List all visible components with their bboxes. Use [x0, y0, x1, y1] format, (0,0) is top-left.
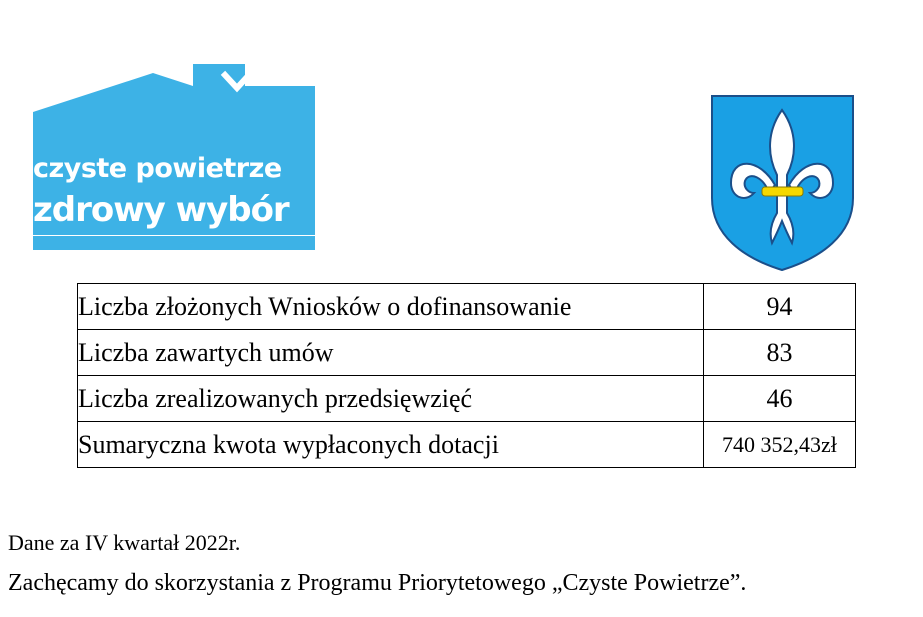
row-label: Liczba złożonych Wniosków o dofinansowanie: [78, 284, 704, 330]
row-value: 740 352,43zł: [704, 422, 856, 468]
row-value: 83: [704, 330, 856, 376]
row-label: Liczba zawartych umów: [78, 330, 704, 376]
row-label: Sumaryczna kwota wypłaconych dotacji: [78, 422, 704, 468]
statistics-table: [77, 283, 856, 468]
row-value: 94: [704, 284, 856, 330]
logo-text-line2: zdrowy wybór: [33, 190, 289, 230]
coat-of-arms: [709, 93, 856, 276]
table-row: [78, 284, 856, 330]
fleur-de-lis-shield-icon: [709, 93, 856, 271]
table-row: [78, 330, 856, 376]
row-label: Liczba zrealizowanych przedsięwzięć: [78, 376, 704, 422]
logo-text-line1: czyste powietrze: [33, 153, 282, 184]
table-row: [78, 422, 856, 468]
data-period-note: Dane za IV kwartał 2022r.: [8, 530, 241, 555]
table-row: [78, 376, 856, 422]
row-value: 46: [704, 376, 856, 422]
program-appeal-text: Zachęcamy do skorzystania z Programu Priorytetowego „Czyste Powietrze”.: [8, 570, 747, 596]
czyste-powietrze-logo: [33, 60, 318, 252]
